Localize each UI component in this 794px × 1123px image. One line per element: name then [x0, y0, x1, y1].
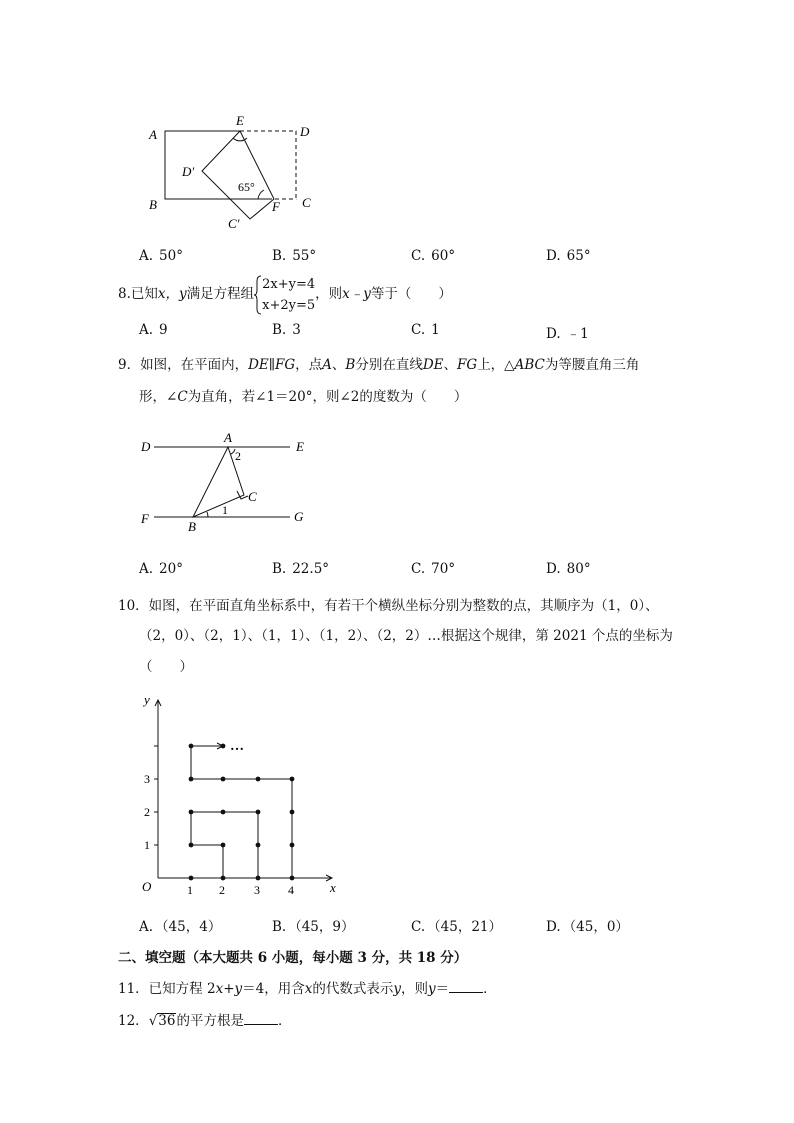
q11-stem: 11．已知方程 2x+y＝4，用含x的代数式表示y，则y＝ ．	[118, 981, 497, 997]
q8-eq1: 2x+y=4	[262, 276, 316, 292]
q8-option-a: A. 9	[139, 322, 168, 338]
q12-radicand: 36	[158, 1013, 176, 1029]
fig7-label-E: E	[236, 113, 244, 128]
q10-option-a: A. （45，4）	[139, 919, 222, 935]
fig-q7-rectangle-fold	[140, 108, 330, 236]
fig9-label-2: 2	[235, 449, 241, 463]
brace-icon	[254, 275, 262, 315]
fig10-ellipsis: …	[230, 739, 244, 754]
q8-stem: 8.已知x，y满足方程组2x+y=4 x+2y=5，则x﹣y等于（ ）	[118, 276, 452, 313]
q12-stem: 12．√36的平方根是 ．	[118, 1013, 292, 1029]
fig-q9-parallel-lines	[138, 428, 318, 534]
q8-option-d: D. ﹣1	[546, 326, 589, 342]
fig10-xtick-2: 2	[219, 883, 225, 897]
fig9-label-F: F	[141, 511, 149, 526]
fig10-ytick-2: 2	[144, 805, 150, 819]
fig10-xtick-1: 1	[187, 883, 193, 897]
fig7-label-F: F	[272, 199, 280, 214]
q9-option-d: D. 80°	[546, 561, 591, 577]
fig9-label-B: B	[188, 519, 196, 534]
fig7-label-Dp: D′	[182, 164, 195, 179]
q7-option-b: B. 55°	[272, 248, 317, 264]
q8-option-c: C. 1	[411, 322, 440, 338]
q10-stem-line2: （2，0）、（2，1）、（1，1）、（1，2）、（2，2）…根据这个规律，第 2021 个点的坐标为	[139, 628, 673, 644]
q10-stem-line3: （ ）	[139, 659, 193, 675]
fig9-label-1: 1	[222, 503, 228, 517]
fig7-label-angle: 65°	[238, 180, 255, 194]
sqrt-icon: √	[148, 1013, 158, 1029]
q7-option-c: C. 60°	[411, 248, 456, 264]
fig9-label-A: A	[224, 430, 232, 445]
q7-option-a: A. 50°	[139, 248, 183, 264]
section-2-title: 二、填空题（本大题共 6 小题，每小题 3 分，共 18 分）	[118, 950, 468, 966]
fig7-label-B: B	[149, 197, 157, 212]
fig7-label-D: D	[300, 124, 310, 139]
q9-option-c: C. 70°	[411, 561, 456, 577]
q9-stem-line1: 9．如图，在平面内，DE∥FG，点A、B分别在直线DE、FG上，△ABC为等腰直角三角	[118, 357, 640, 373]
fig10-xtick-4: 4	[288, 883, 294, 897]
q8-option-b: B. 3	[272, 322, 301, 338]
fig10-label-y: y	[144, 692, 150, 707]
q10-stem-line1: 10．如图，在平面直角坐标系中，有若干个横纵坐标分别为整数的点，其顺序为（1，0）、	[118, 598, 659, 614]
fig10-ytick-1: 1	[144, 838, 150, 852]
q9-stem-line2: 形，∠C为直角，若∠1＝20°，则∠2的度数为（ ）	[139, 389, 468, 405]
fig9-label-C: C	[248, 489, 257, 504]
fig9-label-E: E	[296, 439, 304, 454]
q10-option-c: C. （45，21）	[411, 919, 502, 935]
q12-answer-blank[interactable]	[244, 1012, 278, 1025]
fig-q10-coordinate-spiral	[136, 690, 346, 900]
fig7-label-A: A	[149, 127, 157, 142]
q10-option-d: D. （45，0）	[546, 919, 629, 935]
fig7-label-Cp: C′	[228, 216, 240, 231]
q9-option-a: A. 20°	[139, 561, 183, 577]
q9-option-b: B. 22.5°	[272, 561, 330, 577]
q10-option-b: B. （45，9）	[272, 919, 355, 935]
fig9-label-G: G	[294, 509, 304, 524]
q7-option-d: D. 65°	[546, 248, 591, 264]
fig10-xtick-3: 3	[254, 883, 260, 897]
fig7-label-C: C	[302, 195, 311, 210]
fig10-ytick-3: 3	[144, 772, 150, 786]
q11-answer-blank[interactable]	[449, 980, 483, 993]
fig10-label-x: x	[330, 880, 336, 895]
fig9-label-D: D	[141, 439, 151, 454]
q8-eq2: x+2y=5	[262, 297, 316, 313]
fig10-label-origin: O	[142, 879, 152, 894]
